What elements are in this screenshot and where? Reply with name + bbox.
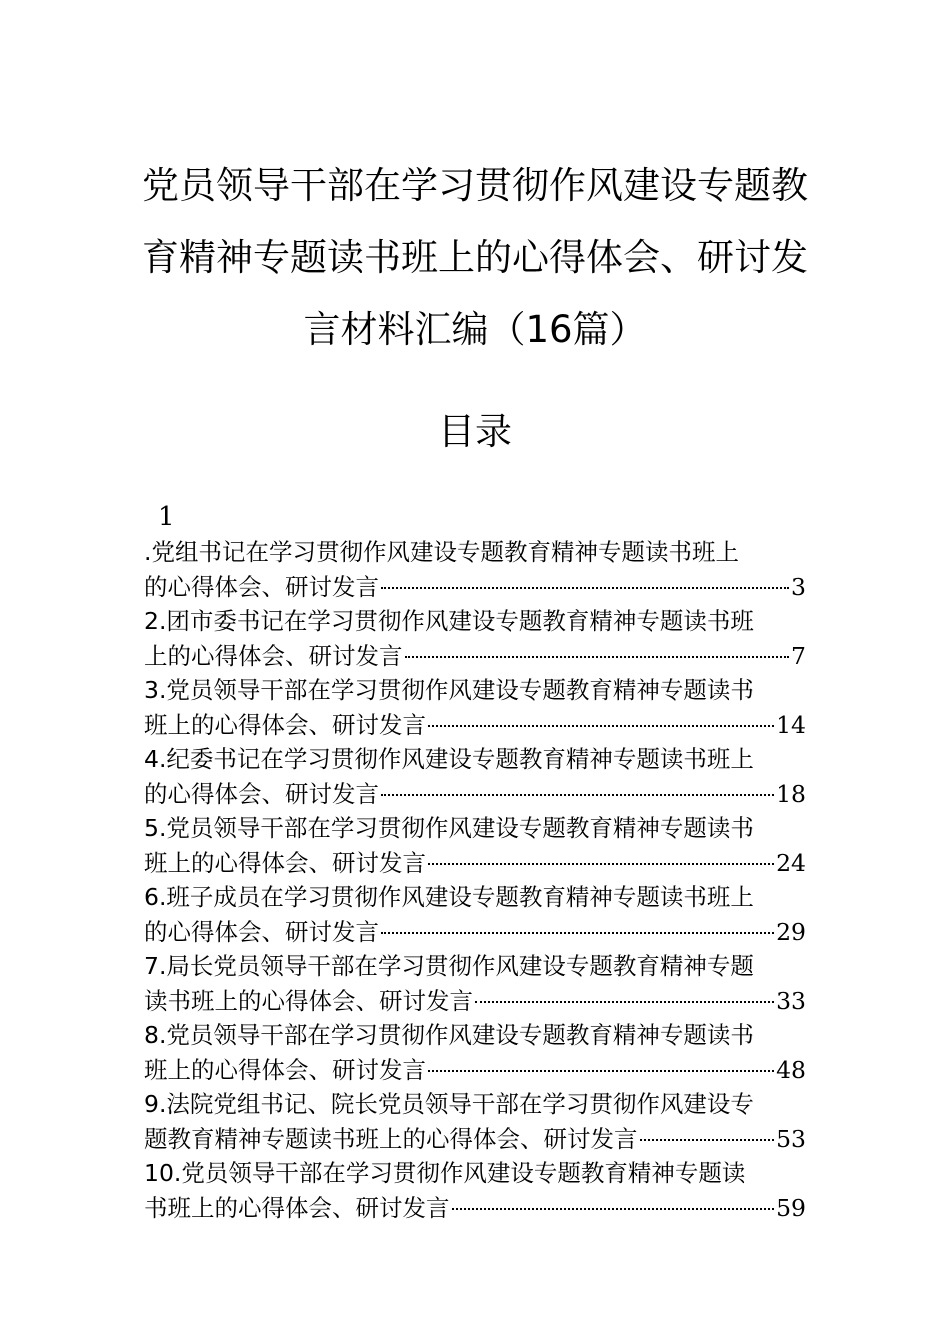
toc-page-number: 59 [776,1193,806,1222]
toc-page-number: 24 [776,848,806,877]
toc-entry-title-cont: 的心得体会、研讨发言 [144,572,379,601]
title-line: 言材料汇编（16篇） [303,308,647,351]
dot-leader [405,656,790,658]
document-title [120,150,830,366]
toc-entry-title-cont: 的心得体会、研讨发言 [144,917,379,946]
toc-entry-title-cont: 题教育精神专题读书班上的心得体会、研讨发言 [144,1124,638,1153]
toc-entry[interactable] [144,604,806,673]
toc-entry[interactable] [144,1087,806,1156]
toc-entry[interactable] [144,1156,806,1225]
dot-leader [475,1001,774,1003]
toc-page-number: 7 [791,641,806,670]
toc-entry-title: 8.党员领导干部在学习贯彻作风建设专题教育精神专题读书 [144,1021,754,1049]
toc-entry[interactable] [144,949,806,1018]
dot-leader [428,725,774,727]
toc-entry-title: 9.法院党组书记、院长党员领导干部在学习贯彻作风建设专 [144,1090,754,1118]
dot-leader [381,587,789,589]
toc-entry-title: 10.党员领导干部在学习贯彻作风建设专题教育精神专题读 [144,1159,746,1187]
toc-entry-title: 3.党员领导干部在学习贯彻作风建设专题教育精神专题读书 [144,676,754,704]
toc-entry-title-cont: 班上的心得体会、研讨发言 [144,710,426,739]
dot-leader [381,794,774,796]
toc-entry-title-cont: 班上的心得体会、研讨发言 [144,848,426,877]
toc-entry[interactable] [144,673,806,742]
toc-entry[interactable] [144,880,806,949]
table-of-contents [144,535,806,1225]
toc-heading: 目录 [438,410,512,453]
dot-leader [428,863,774,865]
title-line: 党员领导干部在学习贯彻作风建设专题教 [142,164,808,207]
toc-page-number: 18 [776,779,806,808]
toc-entry-title: .党组书记在学习贯彻作风建设专题教育精神专题读书班上 [144,538,739,566]
toc-entry-title-cont: 读书班上的心得体会、研讨发言 [144,986,473,1015]
dot-leader [381,932,774,934]
toc-page-number: 29 [776,917,806,946]
toc-page-number: 48 [776,1055,806,1084]
toc-entry[interactable] [144,811,806,880]
toc-entry-title: 5.党员领导干部在学习贯彻作风建设专题教育精神专题读书 [144,814,754,842]
toc-page-number: 33 [776,986,806,1015]
toc-entry-title: 2.团市委书记在学习贯彻作风建设专题教育精神专题读书班 [144,607,754,635]
toc-entry[interactable] [144,742,806,811]
toc-first-item-number: 1 [158,502,175,532]
toc-page-number: 53 [776,1124,806,1153]
toc-page-number: 14 [776,710,806,739]
toc-entry-title: 7.局长党员领导干部在学习贯彻作风建设专题教育精神专题 [144,952,754,980]
title-line: 育精神专题读书班上的心得体会、研讨发 [142,236,808,279]
toc-entry[interactable] [144,535,806,604]
toc-entry-title: 4.纪委书记在学习贯彻作风建设专题教育精神专题读书班上 [144,745,754,773]
dot-leader [452,1208,775,1210]
toc-entry-title-cont: 书班上的心得体会、研讨发言 [144,1193,450,1222]
toc-entry-title-cont: 上的心得体会、研讨发言 [144,641,403,670]
toc-entry-title: 6.班子成员在学习贯彻作风建设专题教育精神专题读书班上 [144,883,754,911]
toc-entry[interactable] [144,1018,806,1087]
dot-leader [640,1139,775,1141]
dot-leader [428,1070,774,1072]
toc-entry-title-cont: 的心得体会、研讨发言 [144,779,379,808]
toc-entry-title-cont: 班上的心得体会、研讨发言 [144,1055,426,1084]
toc-page-number: 3 [791,572,806,601]
